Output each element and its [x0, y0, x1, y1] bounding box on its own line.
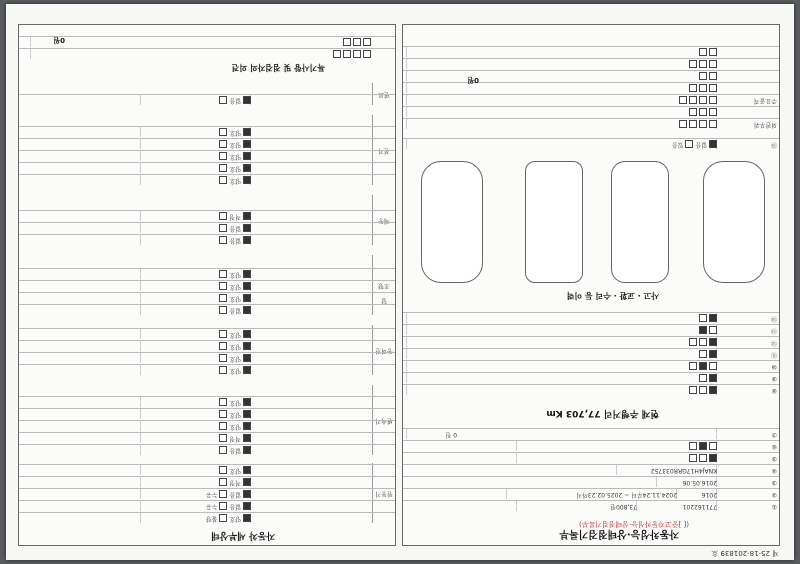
zero-cost: 0 원	[406, 429, 459, 439]
specials-cost: 0원	[53, 36, 65, 44]
specials-title: 특기사항 및 점검자의 의견	[231, 63, 325, 72]
detail-title: 자동차 세부상태	[211, 530, 275, 540]
cost-zero: 0원	[467, 76, 479, 84]
basic-info-page: 제 25-18-201839 호 자동차성능·상태점검기록부 ([ ]중고자동차성능·상태점검기록부) ① 771162201 73,800원 ② 2016 2024.11.24부터 ~ 2025.02.23까지 ③ 2016.05.06 ④ KNAJ4H17GRR033752 ⑤ ⑥ ⑦ 0 원 현재 주행거리 77,703 Km ⑧ ⑨ ⑩ ⑪ ⑫ ⑬ ⑭ 사고 · 교환 · 수리 등 이력 ⑮ 없음 있음 외판부위 주요골격 0원	[402, 24, 780, 546]
car-diagram-left	[703, 161, 765, 283]
car-diagram-bottom	[525, 161, 583, 283]
car-diagram-right	[421, 161, 483, 283]
price: 73,800원	[516, 501, 639, 511]
accident-section-title: 사고 · 교환 · 수리 등 이력	[566, 291, 659, 300]
cert-no-label: ①	[716, 501, 779, 511]
inspection-sheet	[6, 4, 794, 560]
cert-no: 771162201	[636, 501, 719, 511]
page-subtitle: ([ ]중고자동차성능·상태점검기록부)	[578, 520, 689, 528]
form-number: 제 25-18-201839 호	[711, 549, 779, 557]
car-diagram-top	[611, 161, 669, 283]
model-year: 2016	[676, 489, 719, 499]
mileage: 현재 주행거리 77,703 Km	[546, 408, 659, 418]
detail-state-page: 자동차 세부상태 원동기 양호 불량 없음 누유 없음 누유 적정 양호 변속기 없음 적정 양호 양호 양호 동력전달 양호 양호 양호 양호 조향 없음 양호 양호 양호 제동 없음 없음 적정 전기 양호 양호 양호 양호 양호 연료 없음 특기사항 및 점검자의 의견 0원	[18, 24, 396, 546]
first-registration: 2016.05.06	[656, 477, 719, 487]
page-title: 자동차성능·상태점검기록부	[559, 528, 679, 539]
rotated-document	[6, 4, 794, 560]
vin: KNAJ4H17GRR033752	[616, 465, 719, 475]
validity: 2024.11.24부터 ~ 2025.02.23까지	[506, 489, 679, 499]
